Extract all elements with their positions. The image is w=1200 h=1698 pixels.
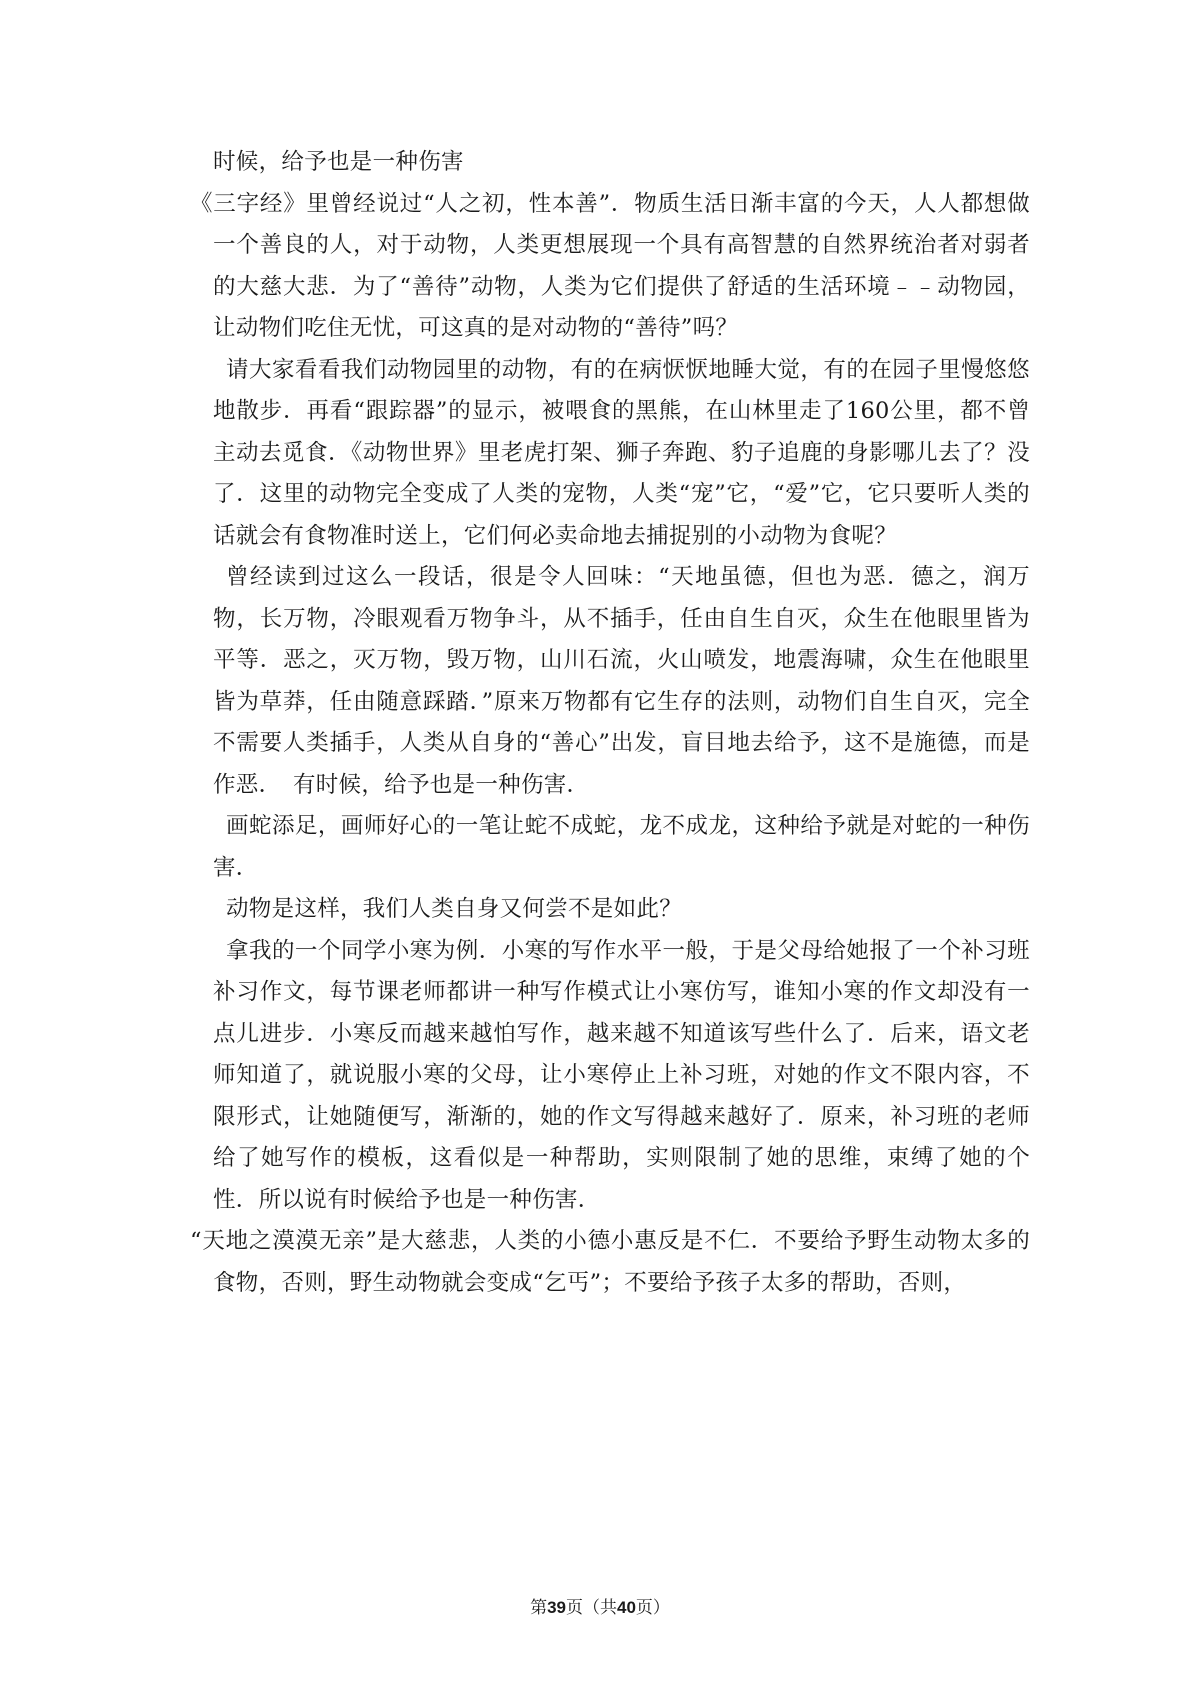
paragraph-heaven-earth-quote: 曾经读到过这么一段话，很是令人回味：“天地虽德，但也为恶．德之，润万物，长万物，冷眼观看万物争斗，从不插手，任由自生自灭，众生在他眼里皆为平等．恶之，灭万物，毁万物，山川石流，火山喷发，地震海啸，众生在他眼里皆为草莽，任由随意踩踏．”原来万物都有它生存的法则，动物们自生自灭，完全不需要人类插手，人类从自身的“善心”出发，盲目地去给予，这不是施德，而是作恶． 有时候，给予也是一种伤害． xyxy=(213,564,1030,798)
footer-prefix: 第 xyxy=(530,1598,548,1618)
paragraph-classmate-example: 拿我的一个同学小寒为例．小寒的写作水平一般，于是父母给她报了一个补习班补习作文，每节课老师都讲一种写作模式让小寒仿写，谁知小寒的作文却没有一点儿进步．小寒反而越来越怕写作，越来越不知道该写些什么了．后来，语文老师知道了，就说服小寒的父母，让小寒停止上补习班，对她的作文不限内容，不限形式，让她随便写，渐渐的，她的作文写得越来越好了．原来，补习班的老师给了她写作的模板，这看似是一种帮助，实则限制了她的思维，束缚了她的个性．所以说有时候给予也是一种伤害． xyxy=(213,937,1030,1213)
paragraph-sanzijing: 《三字经》里曾经说过“人之初，性本善”．物质生活日渐丰富的今天，人人都想做一个善良的人，对于动物，人类更想展现一个具有高智慧的自然界统治者对弱者的大慈大悲．为了“善待”动物，人类为它们提供了舒适的生活环境﹣﹣动物园，让动物们吃住无忧，可这真的是对动物的“善待”吗？ xyxy=(190,190,1030,341)
paragraph-conclusion: “天地之漠漠无亲”是大慈悲，人类的小德小惠反是不仁．不要给予野生动物太多的食物，否则，野生动物就会变成“乞丐”；不要给予孩子太多的帮助，否则， xyxy=(190,1228,1030,1296)
footer-page-number: 39 xyxy=(547,1598,566,1617)
paragraph-humans-too: 动物是这样，我们人类自身又何尝不是如此？ xyxy=(226,896,683,922)
footer-suffix: 页） xyxy=(635,1598,670,1618)
document-body xyxy=(190,142,1030,1304)
paragraph-snake-legs: 画蛇添足，画师好心的一笔让蛇不成蛇，龙不成龙，这种给予就是对蛇的一种伤害． xyxy=(213,813,1030,881)
page-footer xyxy=(0,1597,1200,1619)
paragraph-title-continuation: 时候，给予也是一种伤害 xyxy=(213,149,464,175)
paragraph-zoo-animals: 请大家看看我们动物园里的动物，有的在病恹恹地睡大觉，有的在园子里慢悠悠地散步．再看“跟踪器”的显示，被喂食的黑熊，在山林里走了160公里，都不曾主动去觅食．《动物世界》里老虎打架、狮子奔跑、豹子追鹿的身影哪儿去了？没了．这里的动物完全变成了人类的宠物，人类“宠”它，“爱”它，它只要听人类的话就会有食物准时送上，它们何必卖命地去捕捉别的小动物为食呢？ xyxy=(213,356,1030,549)
footer-total-pages: 40 xyxy=(617,1598,636,1617)
footer-middle: 页（共 xyxy=(566,1598,617,1618)
